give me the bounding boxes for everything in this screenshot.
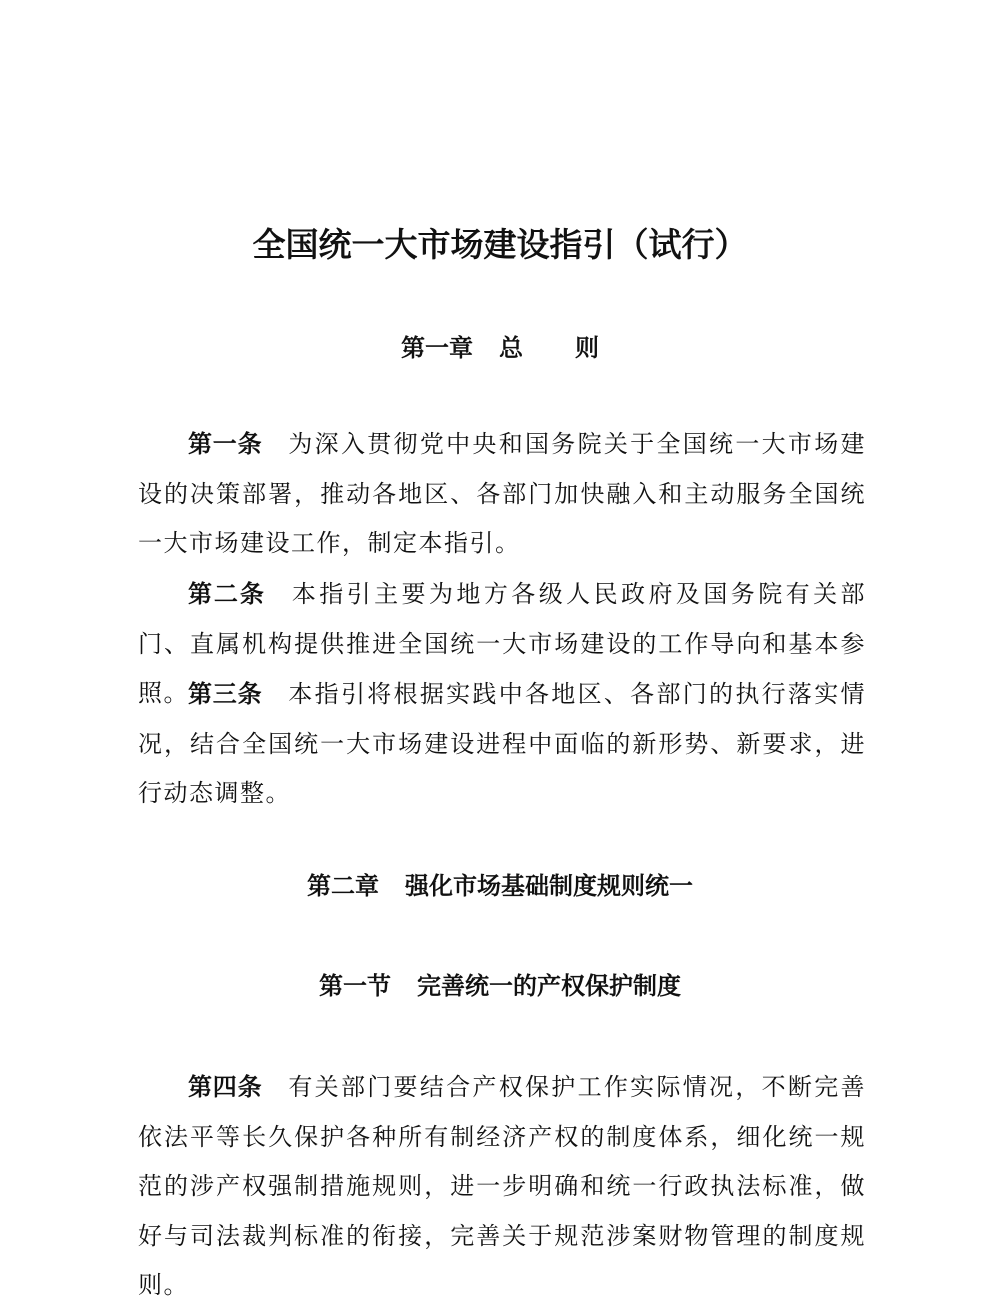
- chapter-2-heading: [0, 866, 1000, 906]
- article-number: 第三条: [188, 680, 263, 708]
- article-number: 第一条: [188, 430, 263, 458]
- article-number: 第四条: [188, 1073, 263, 1101]
- article-3: [138, 670, 866, 819]
- chapter-1-heading: [0, 328, 1000, 368]
- chapter-number: 第二章: [307, 872, 379, 900]
- section-number: 第一节: [319, 972, 391, 1000]
- article-1: [138, 420, 866, 569]
- chapter-title-char: 总: [499, 334, 523, 362]
- article-4: [138, 1063, 866, 1311]
- chapter-number: 第一章: [401, 334, 473, 362]
- article-text: 本指引主要为地方各级人民政府及国务院有关部门、直属机构提供推进全国统一大市场建设的工作导向和基本参照。: [138, 580, 867, 707]
- article-text: 本指引将根据实践中各地区、各部门的执行落实情况，结合全国统一大市场建设进程中面临的新形势、新要求，进行动态调整。: [138, 680, 866, 807]
- section-title: 完善统一的产权保护制度: [417, 972, 681, 1000]
- section-1-heading: [0, 966, 1000, 1006]
- chapter-title-char: 则: [575, 334, 599, 362]
- chapter-title: 强化市场基础制度规则统一: [405, 872, 693, 900]
- article-text: 有关部门要结合产权保护工作实际情况，不断完善依法平等长久保护各种所有制经济产权的制度体系，细化统一规范的涉产权强制措施规则，进一步明确和统一行政执法标准，做好与司法裁判标准的衔接，完善关于规范涉案财物管理的制度规则。: [138, 1073, 866, 1299]
- article-number: 第二条: [188, 580, 266, 608]
- document-title: 全国统一大市场建设指引（试行）: [252, 225, 748, 264]
- article-text: 为深入贯彻党中央和国务院关于全国统一大市场建设的决策部署，推动各地区、各部门加快融入和主动服务全国统一大市场建设工作，制定本指引。: [138, 430, 866, 557]
